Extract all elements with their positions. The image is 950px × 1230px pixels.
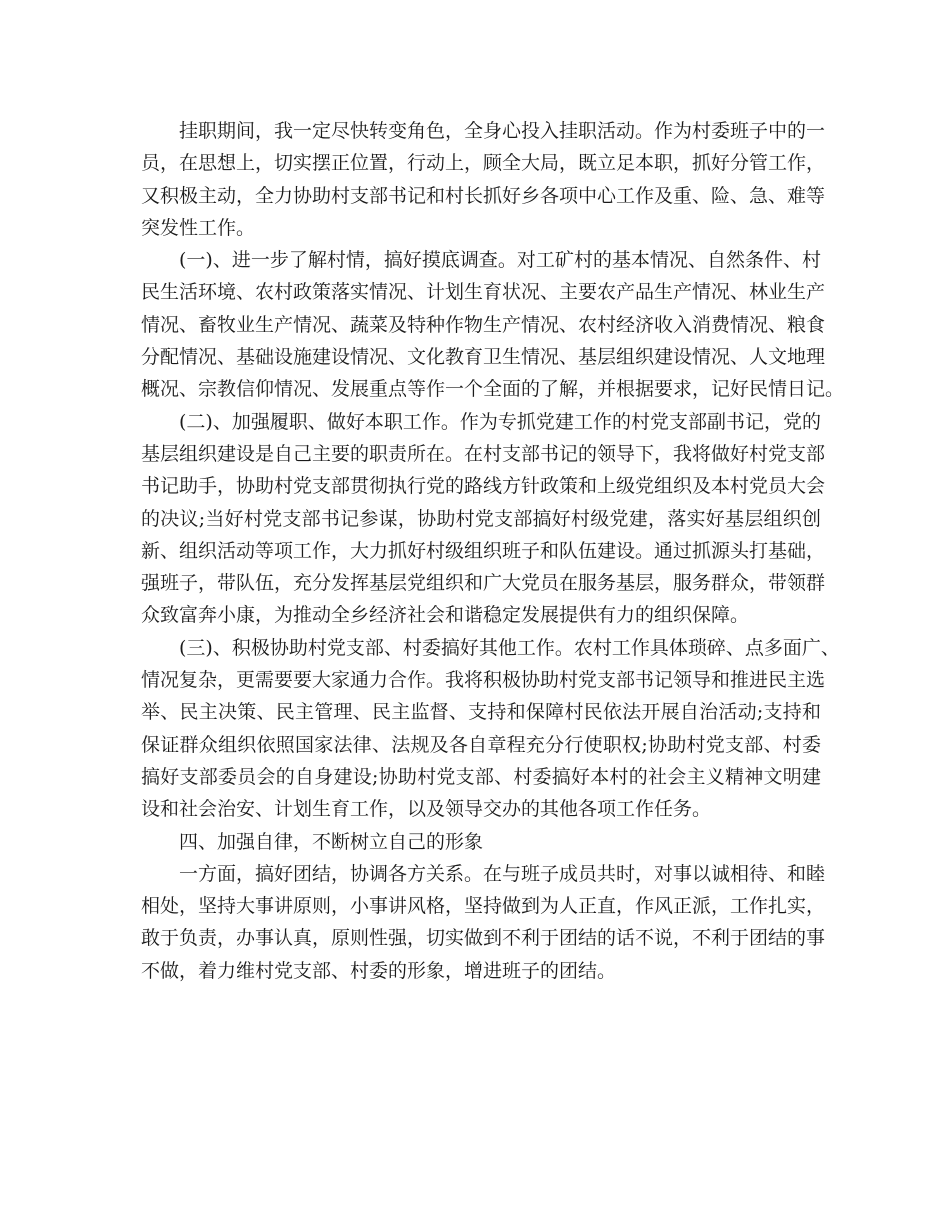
text-line: 众致富奔小康，为推动全乡经济社会和谐稳定发展提供有力的组织保障。 xyxy=(141,604,750,627)
text-line: 不做，着力维村党支部、村委的形象，增进班子的团结。 xyxy=(141,959,617,982)
text-line: 情况、畜牧业生产情况、蔬菜及特种作物生产情况、农村经济收入消费情况、粮食 xyxy=(141,313,826,336)
paragraph-section-3 xyxy=(141,632,840,826)
text-line: 情况复杂，更需要要大家通力合作。我将积极协助村党支部书记领导和推进民主选 xyxy=(141,669,826,692)
text-line: 新、组织活动等项工作，大力抓好村级组织班子和队伍建设。通过抓源头打基础， xyxy=(141,539,826,562)
text-line: 保证群众组织依照国家法律、法规及各自章程充分行使职权;协助村党支部、村委 xyxy=(141,733,821,756)
text-line: 的决议;当好村党支部书记参谋，协助村党支部搞好村级党建，落实好基层组织创 xyxy=(141,507,821,530)
text-line: 搞好支部委员会的自身建设;协助村党支部、村委搞好本村的社会主义精神文明建 xyxy=(141,765,821,788)
text-line: 分配情况、基础设施建设情况、文化教育卫生情况、基层组织建设情况、人文地理 xyxy=(141,346,826,369)
paragraph-section-4-body xyxy=(141,858,826,987)
text-line: (二)、加强履职、做好本职工作。作为专抓党建工作的村党支部副书记，党的 xyxy=(179,410,821,433)
text-line: 员，在思想上，切实摆正位置，行动上，顾全大局，既立足本职，抓好分管工作， xyxy=(141,152,826,175)
text-line: 举、民主决策、民主管理、民主监督、支持和保障村民依法开展自治活动;支持和 xyxy=(141,701,821,724)
text-line: (一)、进一步了解村情，搞好摸底调查。对工矿村的基本情况、自然条件、村 xyxy=(179,249,821,272)
text-line: 强班子，带队伍，充分发挥基层党组织和广大党员在服务基层，服务群众，带领群 xyxy=(141,572,826,595)
text-line: 敢于负责，办事认真，原则性强，切实做到不利于团结的话不说，不利于团结的事 xyxy=(141,927,826,950)
text-line: 突发性工作。 xyxy=(141,216,256,239)
text-line: 基层组织建设是自己主要的职责所在。在村支部书记的领导下，我将做好村党支部 xyxy=(141,442,826,465)
text-line: 概况、宗教信仰情况、发展重点等作一个全面的了解，并根据要求，记好民情日记。 xyxy=(141,378,845,401)
text-line: 又积极主动，全力协助村支部书记和村长抓好乡各项中心工作及重、险、急、难等 xyxy=(141,184,826,207)
paragraph-section-1 xyxy=(141,244,845,405)
text-line: 书记助手，协助村党支部贯彻执行党的路线方针政策和上级党组织及本村党员大会 xyxy=(141,475,826,498)
paragraph-intro xyxy=(141,115,826,244)
paragraph-heading-4 xyxy=(141,826,821,858)
text-line: 挂职期间，我一定尽快转变角色，全身心投入挂职活动。作为村委班子中的一 xyxy=(179,120,826,142)
text-line: 设和社会治安、计划生育工作，以及领导交办的其他各项工作任务。 xyxy=(141,798,712,821)
text-line: (三)、积极协助村党支部、村委搞好其他工作。农村工作具体琐碎、点多面广、 xyxy=(179,636,840,659)
text-line: 四、加强自律，不断树立自己的形象 xyxy=(179,830,484,853)
document-body xyxy=(141,115,845,987)
text-line: 相处，坚持大事讲原则，小事讲风格，坚持做到为人正直，作风正派，工作扎实， xyxy=(141,895,826,918)
text-line: 一方面，搞好团结，协调各方关系。在与班子成员共时，对事以诚相待、和睦 xyxy=(179,862,826,885)
paragraph-section-2 xyxy=(141,406,826,632)
text-line: 民生活环境、农村政策落实情况、计划生育状况、主要农产品生产情况、林业生产 xyxy=(141,281,826,304)
